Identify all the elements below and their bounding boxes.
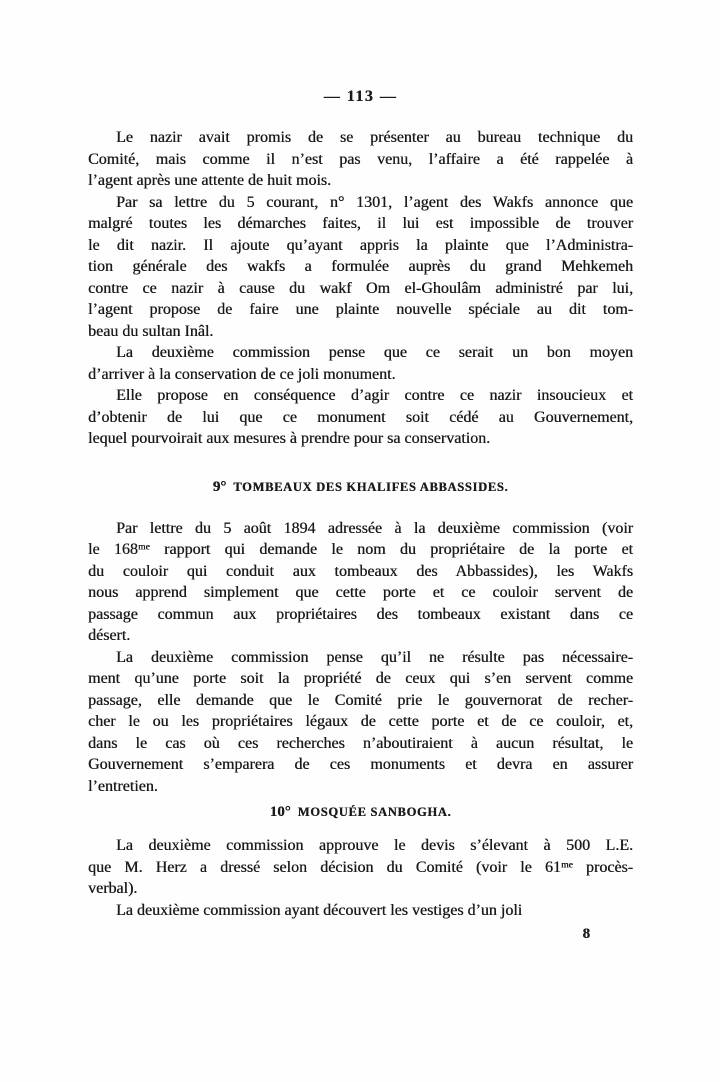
paragraph xyxy=(88,835,633,900)
text-line: lequel pourvoirait aux mesures à prendre pour sa conservation. xyxy=(88,430,491,447)
text-line: La deuxième commission pense que ce serait un bon moyen xyxy=(116,344,633,361)
text-line: La deuxième commission pense qu’il ne résulte pas nécessaire- xyxy=(116,648,633,666)
text-line: du couloir qui conduit aux tombeaux des Abbassides), les Wakfs xyxy=(88,562,633,580)
text-line: Par lettre du 5 août 1894 adressée à la deuxième commission (voir xyxy=(116,519,633,537)
text-line: cher le ou les propriétaires légaux de cette porte et de ce couloir, et, xyxy=(88,713,633,730)
text-line: La deuxième commission ayant découvert les vestiges d’un joli xyxy=(116,901,523,919)
text-line: dans le cas où ces recherches n’aboutiraient à aucun résultat, le xyxy=(88,734,633,752)
section-heading xyxy=(88,476,633,498)
text-line: Gouvernement s’emparera de ces monuments et devra en assurer xyxy=(88,756,633,773)
paragraph xyxy=(88,127,633,192)
section-heading xyxy=(88,801,633,823)
text-line: Par sa lettre du 5 courant, n° 1301, l’agent des Wakfs annonce que xyxy=(116,193,633,211)
text-line: Comité, mais comme il n’est pas venu, l’affaire a été rappelée à xyxy=(88,150,633,168)
text-line: l’agent après une attente de huit mois. xyxy=(88,172,332,189)
paragraph xyxy=(88,518,633,647)
signature-mark: 8 xyxy=(582,926,590,942)
text-line: le dit nazir. Il ajoute qu’ayant appris la plainte que l’Administra- xyxy=(88,236,633,254)
paragraph xyxy=(88,900,633,922)
heading-title: MOSQUÉE SANBOGHA. xyxy=(297,805,452,819)
text-line: passage, elle demande que le Comité prie le gouvernorat de recher- xyxy=(88,691,633,709)
heading-title: TOMBEAUX DES KHALIFES ABBASSIDES. xyxy=(233,479,509,494)
text-line: ment qu’une porte soit la propriété de ceux qui s’en servent comme xyxy=(88,670,633,687)
text-line: verbal). xyxy=(88,880,138,897)
text-line: l’entretien. xyxy=(88,777,158,795)
text-line: d’obtenir de lui que ce monument soit cédé au Gouvernement, xyxy=(88,408,633,426)
text-line: désert. xyxy=(88,627,131,644)
text-line: tion générale des wakfs a formulée auprès du grand Mehkemeh xyxy=(88,258,633,275)
heading-number: 10° xyxy=(269,804,291,820)
text-line: beau du sultan Inâl. xyxy=(88,322,214,340)
text-line: le 168ᵐᵉ rapport qui demande le nom du propriétaire de la porte et xyxy=(88,541,633,558)
heading-number: 9° xyxy=(212,478,227,495)
text-line: contre ce nazir à cause du wakf Om el-Ghoulâm administré par lui, xyxy=(88,279,633,297)
text-line: malgré toutes les démarches faites, il lui est impossible de trouver xyxy=(88,215,633,232)
paragraph xyxy=(88,647,633,798)
paragraph xyxy=(88,385,633,450)
text-line: l’agent propose de faire une plainte nouvelle spéciale au dit tom- xyxy=(88,301,633,318)
text-line: passage commun aux propriétaires des tombeaux existant dans ce xyxy=(88,605,633,623)
text-line: nous apprend simplement que cette porte et ce couloir servent de xyxy=(88,584,633,601)
text-line: Le nazir avait promis de se présenter au bureau technique du xyxy=(116,129,633,146)
text-line: Elle propose en conséquence d’agir contre ce nazir insoucieux et xyxy=(116,387,633,404)
paragraph xyxy=(88,342,633,385)
text-line: que M. Herz a dressé selon décision du Comité (voir le 61ᵐᵉ procès- xyxy=(88,858,633,876)
page-number: — 113 — xyxy=(323,88,398,105)
text-line: d’arriver à la conservation de ce joli monument. xyxy=(88,365,396,383)
paragraph xyxy=(88,192,633,343)
text-line: La deuxième commission approuve le devis s’élevant à 500 L.E. xyxy=(116,837,633,854)
